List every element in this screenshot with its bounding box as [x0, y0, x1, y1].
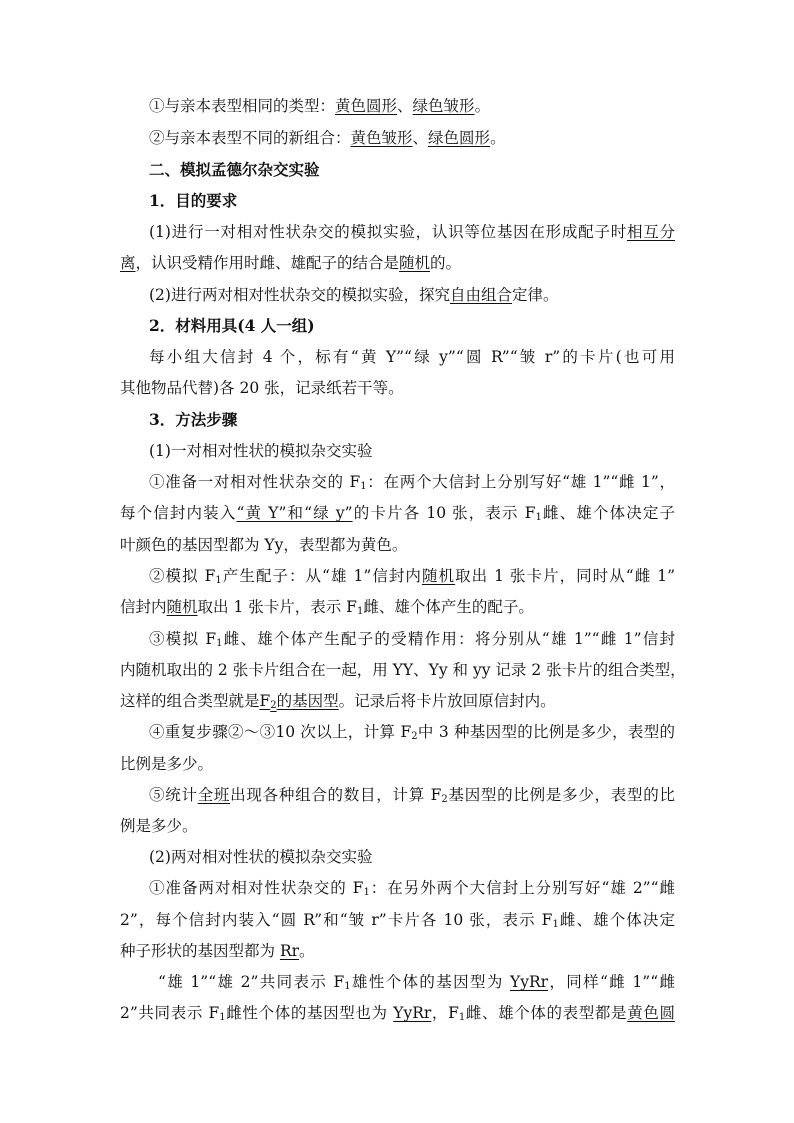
text-run: 3．方法步骤: [149, 410, 238, 429]
section-heading: [149, 160, 675, 180]
text-run: 出现各种组合的数目，计算 F: [230, 786, 442, 804]
text-run: ，F: [431, 1004, 459, 1022]
text-line-26: [149, 878, 675, 898]
subscript: 1: [216, 638, 223, 649]
text-run: 。: [474, 97, 491, 115]
text-line-21: [149, 722, 675, 742]
text-line-18: [149, 629, 675, 649]
text-run: ，同样“雌 1”“雌: [548, 973, 675, 991]
text-line-19: [120, 660, 686, 680]
text-run: 其他物品代替)各 20 张，记录纸若干等。: [120, 379, 404, 397]
text-run: 定律。: [511, 286, 559, 304]
underlined-answer: 随机: [421, 567, 456, 585]
text-line-7: [149, 285, 675, 305]
text-run: 雌、雄个体决定: [558, 911, 675, 929]
text-run: 、: [397, 97, 413, 115]
subscript: 1: [215, 575, 222, 586]
text-run: 二、模拟孟德尔杂交实验: [149, 160, 320, 179]
text-run: 雌、雄个体决定子: [541, 504, 675, 522]
text-run: 雌、雄个体产生的配子。: [363, 598, 534, 616]
text-run: ②与亲本表型不同的新组合：: [149, 129, 351, 147]
underlined-answer: Rr: [279, 942, 300, 960]
underlined-answer: 全班: [197, 786, 231, 804]
subscript: 2: [411, 731, 418, 742]
underlined-answer: 的基因型: [276, 692, 339, 710]
text-line-16: [149, 566, 675, 586]
text-run: 1．目的要求: [149, 191, 238, 210]
text-run: 。: [490, 129, 506, 147]
subscript: 1: [458, 1012, 466, 1023]
underlined-answer: YyRr: [509, 973, 549, 991]
text-run: 雌性个体的基因型也为: [225, 1004, 394, 1022]
text-run: ②模拟 F: [149, 567, 216, 585]
text-run: 内随机取出的 2 张卡片组合在一起，用 YY、Yy 和 yy 记录 2 张卡片的组合类型，: [120, 661, 686, 679]
text-run: ：在两个大信封上分别写好“雄 1”“雌 1”，: [366, 473, 675, 491]
text-run: “雄 1”“雄 2”共同表示 F: [158, 973, 345, 991]
subscript: 1: [356, 606, 364, 617]
text-line-5: [149, 222, 675, 242]
text-line-1: [149, 96, 675, 116]
subscript: 1: [360, 481, 367, 492]
text-run: (2)两对相对性状的模拟杂交实验: [149, 848, 373, 866]
text-line-30: [120, 1003, 675, 1023]
text-run: ：在另外两个大信封上分别写好“雄 2”“雌: [369, 879, 676, 897]
text-run: ⑤统计: [149, 786, 198, 804]
text-line-9: [149, 347, 675, 367]
text-run: 。记录后将卡片放回原信封内。: [338, 692, 556, 710]
text-line-15: [120, 535, 675, 555]
subscript: 2: [441, 794, 448, 805]
underlined-answer: 相互分: [626, 223, 675, 241]
underlined-answer: 自由组合: [449, 286, 512, 304]
subsection-heading-purpose: [149, 191, 675, 211]
text-run: 每小组大信封 4 个，标有“黄 Y”“绿 y”“圆 R”“皱 r”的卡片(也可用: [149, 348, 675, 366]
text-run: 、: [412, 129, 429, 147]
underlined-answer: YyRr: [393, 1004, 432, 1022]
text-run: ，认识受精作用时雌、雄配子的结合是: [135, 254, 400, 272]
text-run: ①与亲本表型相同的类型：: [149, 97, 336, 115]
underlined-answer: 黄色圆: [627, 1004, 675, 1022]
text-line-24: [120, 816, 675, 836]
text-run: ①准备两对相对性状杂交的 F: [149, 879, 364, 897]
text-line-13: [149, 472, 675, 492]
text-line-12: [149, 441, 675, 461]
subscript: 1: [219, 1012, 226, 1023]
text-run: 产生配子：从“雄 1”信封内: [221, 567, 422, 585]
underlined-answer: 随机: [399, 254, 431, 272]
underlined-answer: “黄 Y”和“绿 y”: [236, 504, 353, 522]
subsection-heading-materials: [149, 316, 675, 336]
text-line-10: [120, 378, 675, 398]
subscript: 1: [344, 981, 351, 992]
text-run: 2”，每个信封内装入“圆 R”和“皱 r”卡片各 10 张，表示 F: [120, 911, 553, 929]
subscript: 1: [535, 512, 542, 523]
text-line-6: [120, 253, 675, 273]
text-run: 雌、雄个体的表型都是: [465, 1004, 628, 1022]
text-run: 信封内: [120, 598, 167, 616]
text-run: (1)进行一对相对性状杂交的模拟实验，认识等位基因在形成配子时: [149, 223, 627, 241]
text-line-29: [158, 972, 675, 992]
text-run: 基因型的比例是多少，表型的比: [447, 786, 675, 804]
text-run: 2”共同表示 F: [120, 1004, 220, 1022]
text-line-27: [120, 910, 675, 930]
underlined-answer: 离: [120, 254, 136, 272]
text-run: 这样的组合类型就是: [120, 692, 260, 710]
underlined-answer: 黄色圆形: [335, 97, 398, 115]
text-run: 种子形状的基因型都为: [120, 942, 280, 960]
text-line-28: [120, 941, 675, 961]
underlined-answer: 绿色皱形: [412, 97, 475, 115]
text-run: 2．材料用具(4 人一组): [149, 316, 315, 335]
text-run: 比例是多少。: [120, 755, 214, 773]
text-run: 叶颜色的基因型都为 Yy，表型都为黄色。: [120, 536, 408, 554]
text-run: 取出 1 张卡片，同时从“雌 1”: [455, 567, 676, 585]
text-line-14: [120, 503, 675, 523]
subscript: 1: [363, 887, 370, 898]
text-line-23: [149, 785, 675, 805]
text-run: ①准备一对相对性状杂交的 F: [149, 473, 361, 491]
text-run: 的卡片各 10 张，表示 F: [352, 504, 536, 522]
subscript: 2: [270, 700, 277, 711]
text-run: 例是多少。: [120, 817, 198, 835]
text-run: 的。: [430, 254, 462, 272]
underlined-answer: 随机: [166, 598, 198, 616]
text-line-20: [120, 691, 675, 711]
text-run: 雌、雄个体产生配子的受精作用：将分别从“雄 1”“雌 1”信封: [222, 630, 675, 648]
text-run: 。: [299, 942, 315, 960]
text-run: 雄性个体的基因型为: [350, 973, 510, 991]
text-run: 中 3 种基因型的比例是多少，表型的: [417, 723, 675, 741]
text-run: (2)进行两对相对性状杂交的模拟实验，探究: [149, 286, 450, 304]
subscript: 1: [552, 919, 559, 930]
text-line-22: [120, 754, 675, 774]
underlined-answer: F: [259, 692, 271, 710]
text-run: 每个信封内装入: [120, 504, 237, 522]
subsection-heading-steps: [149, 410, 675, 430]
text-run: (1)一对相对性状的模拟杂交实验: [149, 442, 373, 460]
text-line-2: [149, 128, 675, 148]
underlined-answer: 绿色圆形: [428, 129, 491, 147]
text-run: ③模拟 F: [149, 630, 217, 648]
underlined-answer: 黄色皱形: [350, 129, 413, 147]
text-run: 取出 1 张卡片，表示 F: [197, 598, 357, 616]
text-run: ④重复步骤②～③10 次以上，计算 F: [149, 723, 412, 741]
text-line-17: [120, 597, 675, 617]
text-line-25: [149, 847, 675, 867]
